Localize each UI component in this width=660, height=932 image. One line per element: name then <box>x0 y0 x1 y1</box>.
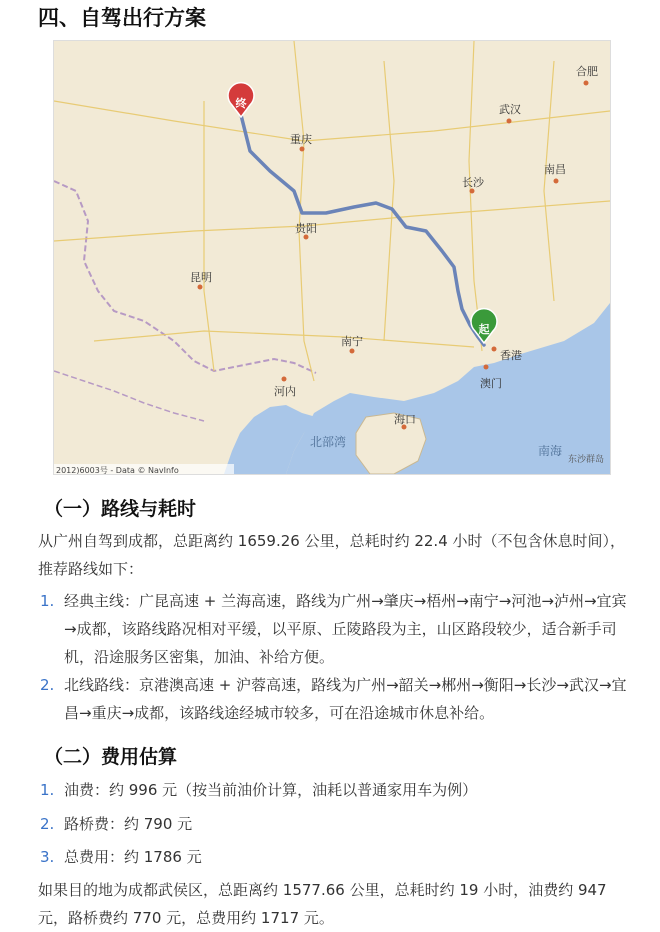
svg-text:南昌: 南昌 <box>544 163 566 176</box>
map-canvas <box>54 41 610 474</box>
list-number: 2. <box>40 676 55 694</box>
svg-text:重庆: 重庆 <box>290 133 312 146</box>
list-text: 路桥费：约 790 元 <box>64 815 193 833</box>
list-text: 油费：约 996 元（按当前油价计算，油耗以普通家用车为例） <box>64 781 478 799</box>
list-item <box>38 810 630 838</box>
map-label-dongsha: 东沙群岛 <box>568 455 605 465</box>
svg-text:贵阳: 贵阳 <box>295 222 317 235</box>
route-map[interactable] <box>53 40 611 475</box>
svg-text:香港: 香港 <box>500 349 522 362</box>
svg-text:终: 终 <box>235 97 247 110</box>
list-number: 3. <box>40 848 55 866</box>
svg-text:澳门: 澳门 <box>480 377 502 390</box>
sea-label-beibuwan: 北部湾 <box>310 435 347 449</box>
svg-text:南宁: 南宁 <box>341 335 363 348</box>
map-attribution: 2012)6003号 - Data © NavInfo <box>56 466 179 474</box>
list-item <box>38 843 630 871</box>
list-number: 1. <box>40 592 55 610</box>
route-heading: （一）路线与耗时 <box>44 498 197 520</box>
svg-text:武汉: 武汉 <box>499 103 521 116</box>
section-title: 四、自驾出行方案 <box>38 6 206 30</box>
sea-label-nanhai: 南海 <box>538 444 563 458</box>
list-number: 1. <box>40 781 55 799</box>
list-item <box>38 671 630 727</box>
list-number: 2. <box>40 815 55 833</box>
list-text: 北线路线：京港澳高速 + 沪蓉高速，路线为广州→韶关→郴州→衡阳→长沙→武汉→宜昌→重庆→成都，该路线途经城市较多，可在沿途城市休息补给。 <box>64 676 627 722</box>
cost-heading: （二）费用估算 <box>44 746 178 768</box>
list-item <box>38 587 630 671</box>
svg-text:海口: 海口 <box>394 413 416 426</box>
svg-text:合肥: 合肥 <box>576 65 598 78</box>
svg-text:昆明: 昆明 <box>190 271 212 284</box>
svg-text:起: 起 <box>478 323 490 336</box>
cost-note: 如果目的地为成都武侯区，总距离约 1577.66 公里，总耗时约 19 小时，油费约 947 元，路桥费约 770 元，总费用约 1717 元。 <box>38 881 607 927</box>
list-text: 经典主线：广昆高速 + 兰海高速，路线为广州→肇庆→梧州→南宁→河池→泸州→宜宾→成都，该路线路况相对平缓，以平原、丘陵路段为主，山区路段较少，适合新手司机，沿途服务区密集，加油、补给方便。 <box>64 592 627 666</box>
svg-text:长沙: 长沙 <box>462 176 484 189</box>
list-text: 总费用：约 1786 元 <box>64 848 202 866</box>
svg-text:河内: 河内 <box>274 385 296 398</box>
route-intro: 从广州自驾到成都，总距离约 1659.26 公里，总耗时约 22.4 小时（不包含休息时间），推荐路线如下： <box>38 532 626 578</box>
list-item <box>38 776 630 804</box>
